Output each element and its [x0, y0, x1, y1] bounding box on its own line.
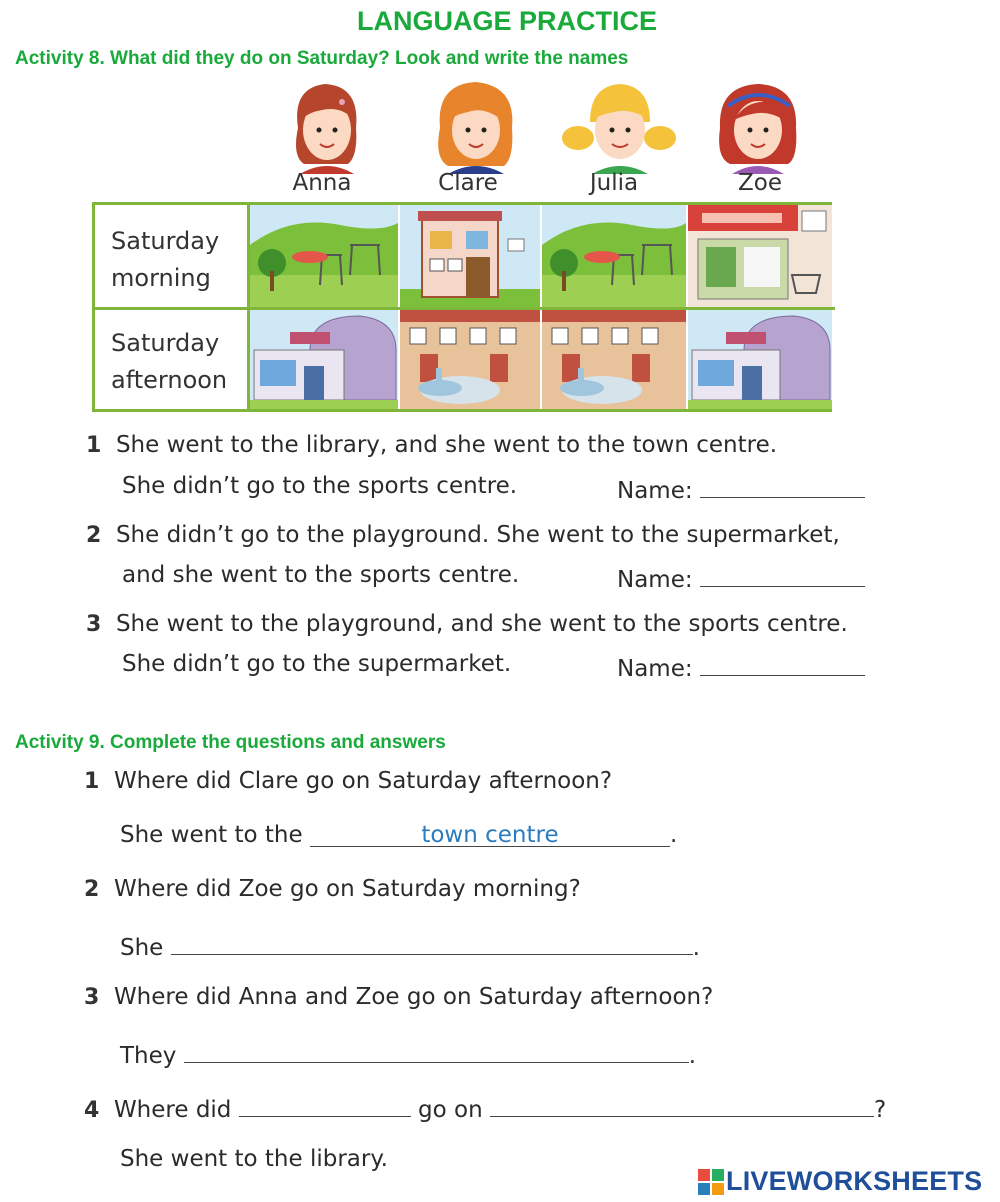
a8-item-1-line2: She didn’t go to the sports centre. — [122, 473, 518, 499]
row-label-afternoon: Saturday afternoon — [111, 329, 228, 394]
zoe-portrait-icon — [719, 84, 796, 174]
a8-item-2-line1: 2 She didn’t go to the playground. She went to the supermarket, — [86, 522, 840, 548]
julia-morning-playground-icon — [542, 205, 686, 307]
a8-item-2-line2: and she went to the sports centre. — [122, 562, 520, 588]
anna-afternoon-sports-centre-icon — [250, 310, 398, 409]
a9-item-4-answer: She went to the library. — [120, 1146, 388, 1172]
a8-item-2-name: Name: — [617, 562, 865, 593]
a9-item-3-question: 3 Where did Anna and Zoe go on Saturday afternoon? — [84, 984, 714, 1010]
a9-item-1-answer-filled: town centre — [421, 822, 559, 848]
a8-item-3-name-blank[interactable] — [700, 651, 865, 676]
zoe-afternoon-sports-centre-icon — [688, 310, 832, 409]
clare-afternoon-town-centre-icon — [400, 310, 540, 409]
a9-item-3-answer: They . — [120, 1038, 696, 1069]
liveworksheets-logo — [698, 1166, 982, 1197]
liveworksheets-badge-icon — [698, 1169, 724, 1195]
a8-item-3-line2: She didn’t go to the supermarket. — [122, 651, 512, 677]
a9-item-4-when-blank[interactable] — [490, 1092, 874, 1117]
saturday-grid — [92, 202, 832, 412]
clare-morning-library-icon — [400, 205, 540, 307]
a8-item-3-line1: 3 She went to the playground, and she went to the sports centre. — [86, 611, 848, 637]
a8-item-1-name-blank[interactable] — [700, 473, 865, 498]
a9-item-1-question: 1 Where did Clare go on Saturday afternoon? — [84, 768, 613, 794]
girl-name-zoe: Zoe — [738, 170, 782, 196]
a9-item-1-answer-blank[interactable] — [310, 822, 670, 847]
anna-morning-playground-icon — [250, 205, 398, 307]
girl-name-julia: Julia — [589, 170, 639, 196]
julia-afternoon-town-centre-icon — [542, 310, 686, 409]
girls-portraits — [270, 78, 830, 174]
girl-name-clare: Clare — [438, 170, 498, 196]
a9-item-2-question: 2 Where did Zoe go on Saturday morning? — [84, 876, 581, 902]
a9-item-2-answer-blank[interactable] — [171, 930, 693, 955]
girl-name-anna: Anna — [292, 170, 352, 196]
activity-9-heading: Activity 9. Complete the questions and answers — [15, 732, 446, 753]
zoe-morning-supermarket-icon — [688, 205, 832, 307]
page-title: LANGUAGE PRACTICE — [356, 6, 657, 36]
a9-item-2-answer: She . — [120, 930, 700, 961]
liveworksheets-text: LIVEWORKSHEETS — [726, 1166, 983, 1196]
row-label-morning: Saturday morning — [111, 227, 220, 292]
a9-item-4-who-blank[interactable] — [239, 1092, 411, 1117]
a8-item-2-name-blank[interactable] — [700, 562, 865, 587]
a8-item-3-name: Name: — [617, 651, 865, 682]
julia-portrait-icon — [562, 84, 676, 174]
a9-item-3-answer-blank[interactable] — [184, 1038, 689, 1063]
a9-item-1-answer: She went to the town centre . — [120, 822, 678, 848]
a9-item-4-question: 4 Where did go on ? — [84, 1092, 886, 1123]
a8-item-1-line1: 1 She went to the library, and she went to the town centre. — [86, 432, 778, 458]
activity-8-heading: Activity 8. What did they do on Saturday? Look and write the names — [15, 48, 629, 69]
clare-portrait-icon — [438, 82, 512, 174]
a8-item-1-name: Name: — [617, 473, 865, 504]
anna-portrait-icon — [296, 84, 356, 174]
